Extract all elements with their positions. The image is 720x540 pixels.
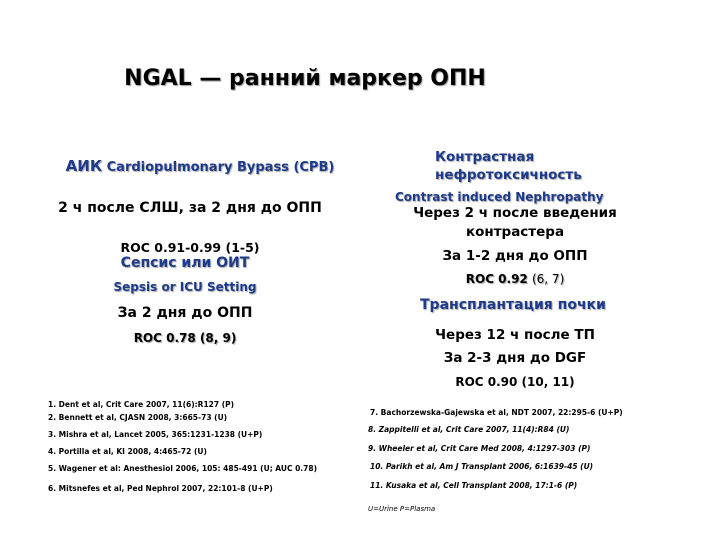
sepsis-timing: За 2 дня до ОПП (117, 305, 253, 321)
contrast-roc (405, 272, 625, 286)
left-ref-5: 5. Wagener et al: Anesthesiol 2006, 105: 485-491 (U; AUC 0.78) (48, 464, 318, 473)
urine-plasma-legend: U=Urine P=Plasma (368, 505, 436, 513)
left-ref-2: 2. Bennett et al, CJASN 2008, 3:665-73 (U) (48, 413, 228, 422)
right-ref-10: 10. Parikh et al, Am J Transplant 2006, 6:1639-45 (U) (370, 462, 594, 471)
contrast-heading-ru: Контрастная нефротоксичность (435, 149, 582, 183)
cpb-heading-ru: АИК (65, 157, 103, 175)
sepsis-heading-ru: Сепсис или ОИТ (120, 255, 250, 271)
sepsis-heading-en: Sepsis or ICU Setting (113, 280, 257, 294)
contrast-roc-label: ROC 0.92 (465, 272, 528, 286)
left-ref-3: 3. Mishra et al, Lancet 2005, 365:1231-1238 (U+P) (48, 430, 263, 439)
left-ref-6: 6. Mitsnefes et al, Ped Nephrol 2007, 22:101-8 (U+P) (48, 484, 273, 493)
contrast-roc-refs: (6, 7) (531, 272, 565, 286)
cpb-heading (55, 158, 345, 176)
right-ref-11: 11. Kusaka et al, Cell Transplant 2008, 17:1-6 (P) (370, 481, 578, 490)
left-ref-4: 4. Portilla et al, KI 2008, 4:465-72 (U) (48, 447, 207, 456)
slide-title: NGAL — ранний маркер ОПН (124, 66, 486, 91)
contrast-timing-1: Через 2 ч после введения контрастера (413, 205, 617, 240)
contrast-heading-en: Contrast induced Nephropathy (395, 190, 604, 204)
transplant-timing-2: За 2-3 дня до DGF (443, 350, 587, 366)
right-ref-7: 7. Bachorzewska-Gajewska et al, NDT 2007, 22:295-6 (U+P) (370, 408, 623, 417)
cpb-roc: ROC 0.91-0.99 (1-5) (120, 240, 260, 255)
transplant-roc: ROC 0.90 (10, 11) (455, 375, 575, 389)
left-ref-1: 1. Dent et al, Crit Care 2007, 11(6):R127 (P) (48, 400, 235, 409)
right-ref-9: 9. Wheeler et al, Crit Care Med 2008, 4:1297-303 (P) (368, 444, 591, 453)
transplant-heading: Трансплантация почки (420, 297, 606, 313)
contrast-timing-2: За 1-2 дня до ОПП (442, 248, 588, 264)
right-ref-8: 8. Zappitelli et al, Crit Care 2007, 11(4):R84 (U) (368, 425, 570, 434)
sepsis-roc: ROC 0.78 (8, 9) (133, 331, 237, 345)
cpb-timing: 2 ч после СЛШ, за 2 дня до ОПП (58, 200, 322, 216)
cpb-heading-en: Cardiopulmonary Bypass (CPB) (106, 160, 335, 175)
transplant-timing-1: Через 12 ч после ТП (435, 327, 595, 343)
